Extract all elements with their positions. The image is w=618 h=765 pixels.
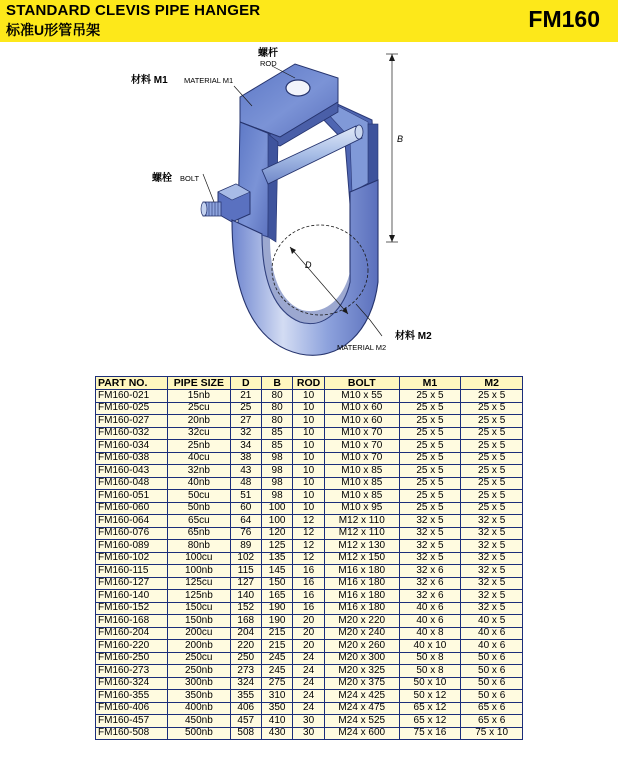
table-cell: 65 x 6: [461, 715, 523, 728]
table-cell: 215: [261, 640, 292, 653]
page-title: STANDARD CLEVIS PIPE HANGER: [6, 2, 261, 19]
table-cell: 250nb: [168, 665, 230, 678]
table-row: [96, 652, 523, 665]
table-cell: FM160-038: [96, 452, 168, 465]
table-cell: M24 x 600: [324, 727, 399, 740]
table-cell: M20 x 260: [324, 640, 399, 653]
label-m1-cn: 材料 M1: [131, 75, 168, 86]
table-cell: 98: [261, 490, 292, 503]
dimension-b: [386, 54, 403, 242]
table-cell: 10: [293, 502, 325, 515]
table-cell: 12: [293, 527, 325, 540]
table-cell: 10: [293, 390, 325, 403]
table-cell: 24: [293, 677, 325, 690]
table-cell: 16: [293, 590, 325, 603]
table-cell: 125nb: [168, 590, 230, 603]
table-row: [96, 602, 523, 615]
table-cell: 120: [261, 527, 292, 540]
table-cell: 508: [230, 727, 261, 740]
table-row: [96, 690, 523, 703]
table-row: [96, 390, 523, 403]
table-cell: M10 x 85: [324, 465, 399, 478]
table-cell: 350nb: [168, 690, 230, 703]
table-cell: 32 x 5: [399, 527, 461, 540]
table-cell: 40 x 6: [461, 640, 523, 653]
table-cell: 25 x 5: [461, 502, 523, 515]
table-cell: 250cu: [168, 652, 230, 665]
table-cell: FM160-048: [96, 477, 168, 490]
table-cell: 355: [230, 690, 261, 703]
table-row: [96, 727, 523, 740]
product-code: FM160: [528, 6, 600, 32]
table-row: [96, 440, 523, 453]
table-row: [96, 565, 523, 578]
table-cell: 10: [293, 440, 325, 453]
table-cell: 25 x 5: [399, 465, 461, 478]
table-cell: M16 x 180: [324, 590, 399, 603]
table-cell: 32 x 5: [399, 515, 461, 528]
table-cell: M20 x 300: [324, 652, 399, 665]
col-rod: ROD: [293, 377, 325, 390]
table-cell: 32: [230, 427, 261, 440]
table-cell: FM160-076: [96, 527, 168, 540]
table-cell: M24 x 425: [324, 690, 399, 703]
table-cell: 32 x 5: [461, 515, 523, 528]
table-cell: M20 x 375: [324, 677, 399, 690]
table-cell: 125: [261, 540, 292, 553]
table-cell: 135: [261, 552, 292, 565]
table-cell: 50cu: [168, 490, 230, 503]
table-cell: 27: [230, 415, 261, 428]
table-cell: 50 x 12: [399, 690, 461, 703]
table-cell: 25 x 5: [399, 477, 461, 490]
table-cell: 115: [230, 565, 261, 578]
table-cell: 32 x 6: [399, 590, 461, 603]
table-cell: 20: [293, 615, 325, 628]
table-cell: 98: [261, 465, 292, 478]
table-cell: 85: [261, 427, 292, 440]
table-cell: FM160-250: [96, 652, 168, 665]
table-cell: 168: [230, 615, 261, 628]
rod-hole-icon: [286, 80, 310, 96]
table-cell: 24: [293, 665, 325, 678]
table-cell: 38: [230, 452, 261, 465]
table-cell: 273: [230, 665, 261, 678]
table-row: [96, 677, 523, 690]
table-cell: 12: [293, 515, 325, 528]
table-body: [96, 390, 523, 740]
table-row: [96, 640, 523, 653]
table-row: [96, 490, 523, 503]
table-cell: 12: [293, 552, 325, 565]
table-cell: 100: [261, 502, 292, 515]
table-cell: 100cu: [168, 552, 230, 565]
table-cell: FM160-060: [96, 502, 168, 515]
table-cell: 245: [261, 652, 292, 665]
table-cell: 25 x 5: [399, 452, 461, 465]
table-cell: 40 x 8: [399, 627, 461, 640]
table-cell: M10 x 95: [324, 502, 399, 515]
table-cell: 100nb: [168, 565, 230, 578]
table-cell: 80: [261, 402, 292, 415]
table-cell: M12 x 150: [324, 552, 399, 565]
table-cell: 25 x 5: [461, 440, 523, 453]
table-cell: M16 x 180: [324, 602, 399, 615]
table-row: [96, 590, 523, 603]
table-cell: 32 x 5: [461, 565, 523, 578]
table-cell: M10 x 60: [324, 402, 399, 415]
table-cell: 40cu: [168, 452, 230, 465]
label-m2-cn: 材料 M2: [395, 331, 432, 342]
table-cell: 98: [261, 452, 292, 465]
table-row: [96, 452, 523, 465]
table-cell: 32 x 5: [461, 540, 523, 553]
table-cell: 25 x 5: [461, 415, 523, 428]
table-cell: FM160-168: [96, 615, 168, 628]
table-cell: 25 x 5: [461, 477, 523, 490]
table-cell: 32nb: [168, 465, 230, 478]
table-cell: 40nb: [168, 477, 230, 490]
table-row: [96, 577, 523, 590]
table-cell: M12 x 110: [324, 527, 399, 540]
table-cell: 51: [230, 490, 261, 503]
table-cell: 50 x 6: [461, 690, 523, 703]
label-d: D: [305, 260, 312, 270]
specification-table: [95, 376, 523, 740]
table-row: [96, 502, 523, 515]
dimension-d: [290, 247, 348, 314]
table-cell: M10 x 70: [324, 440, 399, 453]
table-cell: M12 x 110: [324, 515, 399, 528]
table-cell: 350: [261, 702, 292, 715]
col-part-no: PART NO.: [96, 377, 168, 390]
table-cell: 65 x 6: [461, 702, 523, 715]
table-cell: 40 x 6: [399, 602, 461, 615]
table-cell: 40 x 6: [399, 615, 461, 628]
table-cell: FM160-324: [96, 677, 168, 690]
table-cell: 80: [261, 390, 292, 403]
table-cell: 20: [293, 640, 325, 653]
table-cell: M10 x 85: [324, 477, 399, 490]
table-cell: 32 x 5: [399, 540, 461, 553]
table-cell: 25 x 5: [399, 502, 461, 515]
table-cell: FM160-152: [96, 602, 168, 615]
table-cell: 32 x 5: [461, 552, 523, 565]
table-cell: FM160-051: [96, 490, 168, 503]
table-cell: 43: [230, 465, 261, 478]
table-cell: 300nb: [168, 677, 230, 690]
table-cell: FM160-032: [96, 427, 168, 440]
table-cell: 32 x 5: [461, 577, 523, 590]
table-cell: FM160-406: [96, 702, 168, 715]
table-cell: 65nb: [168, 527, 230, 540]
table-cell: FM160-102: [96, 552, 168, 565]
table-cell: 30: [293, 715, 325, 728]
table-cell: 275: [261, 677, 292, 690]
table-cell: 150: [261, 577, 292, 590]
table-cell: M10 x 55: [324, 390, 399, 403]
table-row: [96, 665, 523, 678]
col-m2: M2: [461, 377, 523, 390]
table-cell: 25 x 5: [461, 427, 523, 440]
table-cell: FM160-355: [96, 690, 168, 703]
table-cell: 40 x 5: [461, 615, 523, 628]
table-cell: 25nb: [168, 440, 230, 453]
table-cell: 400nb: [168, 702, 230, 715]
table-cell: 190: [261, 602, 292, 615]
table-cell: FM160-127: [96, 577, 168, 590]
table-cell: 25 x 5: [461, 452, 523, 465]
table-row: [96, 552, 523, 565]
table-cell: 245: [261, 665, 292, 678]
table-cell: M10 x 60: [324, 415, 399, 428]
table-cell: 80nb: [168, 540, 230, 553]
table-cell: M24 x 475: [324, 702, 399, 715]
table-cell: FM160-140: [96, 590, 168, 603]
table-cell: 40 x 6: [461, 627, 523, 640]
table-cell: 32 x 5: [461, 527, 523, 540]
table-cell: M24 x 525: [324, 715, 399, 728]
table-row: [96, 402, 523, 415]
table-cell: 75 x 10: [461, 727, 523, 740]
table-cell: 190: [261, 615, 292, 628]
table-cell: 80: [261, 415, 292, 428]
table-cell: M20 x 220: [324, 615, 399, 628]
table-cell: 200cu: [168, 627, 230, 640]
table-cell: 50 x 8: [399, 665, 461, 678]
table-cell: 10: [293, 477, 325, 490]
table-cell: 60: [230, 502, 261, 515]
table-cell: 50 x 6: [461, 677, 523, 690]
table-cell: 16: [293, 565, 325, 578]
table-cell: 165: [261, 590, 292, 603]
table-cell: 16: [293, 602, 325, 615]
table-cell: 25 x 5: [399, 440, 461, 453]
table-cell: 20nb: [168, 415, 230, 428]
table-cell: 102: [230, 552, 261, 565]
col-b: B: [261, 377, 292, 390]
table-cell: 48: [230, 477, 261, 490]
table-cell: 64: [230, 515, 261, 528]
table-cell: M10 x 70: [324, 452, 399, 465]
table-cell: 32 x 5: [461, 590, 523, 603]
table-cell: M20 x 325: [324, 665, 399, 678]
table-header-row: [96, 377, 523, 390]
table-cell: 10: [293, 465, 325, 478]
table-cell: FM160-089: [96, 540, 168, 553]
table-cell: 32 x 6: [399, 565, 461, 578]
table-cell: 25 x 5: [399, 427, 461, 440]
table-row: [96, 615, 523, 628]
table-cell: 32 x 6: [399, 577, 461, 590]
table-cell: M20 x 240: [324, 627, 399, 640]
table-cell: 85: [261, 440, 292, 453]
table-row: [96, 702, 523, 715]
table-cell: 50 x 6: [461, 652, 523, 665]
table-cell: 200nb: [168, 640, 230, 653]
col-pipe-size: PIPE SIZE: [168, 377, 230, 390]
table-cell: FM160-220: [96, 640, 168, 653]
table-cell: 40 x 10: [399, 640, 461, 653]
table-cell: 25 x 5: [399, 390, 461, 403]
table-row: [96, 477, 523, 490]
table-cell: 10: [293, 427, 325, 440]
label-rod-en: ROD: [260, 59, 277, 68]
table-cell: 127: [230, 577, 261, 590]
table-cell: 98: [261, 477, 292, 490]
table-cell: 16: [293, 577, 325, 590]
label-bolt-en: BOLT: [180, 174, 200, 183]
table-cell: 65cu: [168, 515, 230, 528]
page-title-chinese: 标准U形管吊架: [6, 22, 101, 38]
table-cell: 150nb: [168, 615, 230, 628]
table-cell: 25 x 5: [399, 415, 461, 428]
table-cell: 10: [293, 402, 325, 415]
table-cell: 20: [293, 627, 325, 640]
table-cell: M10 x 85: [324, 490, 399, 503]
table-cell: 15nb: [168, 390, 230, 403]
table-row: [96, 465, 523, 478]
table-cell: M16 x 180: [324, 565, 399, 578]
table-cell: 50nb: [168, 502, 230, 515]
table-cell: 25 x 5: [399, 402, 461, 415]
bolt-thread: [201, 202, 221, 216]
table-cell: 24: [293, 690, 325, 703]
table-cell: 25 x 5: [461, 465, 523, 478]
table-cell: 450nb: [168, 715, 230, 728]
table-cell: 25: [230, 402, 261, 415]
table-cell: 250: [230, 652, 261, 665]
table-cell: 50 x 6: [461, 665, 523, 678]
table-cell: 152: [230, 602, 261, 615]
table-cell: 76: [230, 527, 261, 540]
table-cell: 25 x 5: [461, 402, 523, 415]
table-cell: 25 x 5: [461, 490, 523, 503]
table-cell: FM160-064: [96, 515, 168, 528]
table-cell: 140: [230, 590, 261, 603]
table-cell: 32 x 5: [399, 552, 461, 565]
table-cell: 24: [293, 702, 325, 715]
table-row: [96, 540, 523, 553]
table-cell: M10 x 70: [324, 427, 399, 440]
col-m1: M1: [399, 377, 461, 390]
table-cell: FM160-034: [96, 440, 168, 453]
table-cell: FM160-204: [96, 627, 168, 640]
table-cell: 50 x 8: [399, 652, 461, 665]
table-cell: FM160-273: [96, 665, 168, 678]
col-d: D: [230, 377, 261, 390]
table-cell: FM160-115: [96, 565, 168, 578]
table-cell: 10: [293, 452, 325, 465]
table-row: [96, 427, 523, 440]
table-cell: 215: [261, 627, 292, 640]
table-cell: 32cu: [168, 427, 230, 440]
table-cell: 150cu: [168, 602, 230, 615]
table-cell: FM160-021: [96, 390, 168, 403]
table-cell: M12 x 130: [324, 540, 399, 553]
table-cell: FM160-043: [96, 465, 168, 478]
label-rod-cn: 螺杆: [258, 48, 278, 59]
table-cell: 25 x 5: [461, 390, 523, 403]
table-cell: 12: [293, 540, 325, 553]
table-row: [96, 515, 523, 528]
table-cell: 32 x 5: [461, 602, 523, 615]
table-cell: 25cu: [168, 402, 230, 415]
table-cell: 310: [261, 690, 292, 703]
table-row: [96, 527, 523, 540]
header-banner: [0, 0, 618, 42]
table-cell: 24: [293, 652, 325, 665]
table-cell: 457: [230, 715, 261, 728]
table-row: [96, 415, 523, 428]
table-cell: 410: [261, 715, 292, 728]
table-cell: 220: [230, 640, 261, 653]
label-bolt-cn: 螺栓: [152, 173, 172, 184]
table-cell: 25 x 5: [399, 490, 461, 503]
table-cell: 50 x 10: [399, 677, 461, 690]
table-cell: 125cu: [168, 577, 230, 590]
label-b: B: [397, 134, 404, 144]
table-cell: M16 x 180: [324, 577, 399, 590]
table-cell: 204: [230, 627, 261, 640]
table-cell: 21: [230, 390, 261, 403]
table-cell: 65 x 12: [399, 715, 461, 728]
label-m2-en: MATERIAL M2: [337, 343, 387, 352]
table-cell: FM160-508: [96, 727, 168, 740]
table-cell: FM160-027: [96, 415, 168, 428]
table-cell: 430: [261, 727, 292, 740]
table-cell: 406: [230, 702, 261, 715]
table-cell: 75 x 16: [399, 727, 461, 740]
label-m1-en: MATERIAL M1: [184, 76, 234, 85]
table-cell: 65 x 12: [399, 702, 461, 715]
table-cell: 100: [261, 515, 292, 528]
table-cell: 34: [230, 440, 261, 453]
table-cell: 10: [293, 490, 325, 503]
table-row: [96, 627, 523, 640]
table-cell: 500nb: [168, 727, 230, 740]
table-cell: 324: [230, 677, 261, 690]
table-cell: FM160-457: [96, 715, 168, 728]
table-row: [96, 715, 523, 728]
col-bolt: BOLT: [324, 377, 399, 390]
table-cell: 145: [261, 565, 292, 578]
table-cell: 30: [293, 727, 325, 740]
table-cell: 10: [293, 415, 325, 428]
clevis-hanger-drawing: [0, 42, 618, 372]
table-cell: FM160-025: [96, 402, 168, 415]
table-cell: 89: [230, 540, 261, 553]
